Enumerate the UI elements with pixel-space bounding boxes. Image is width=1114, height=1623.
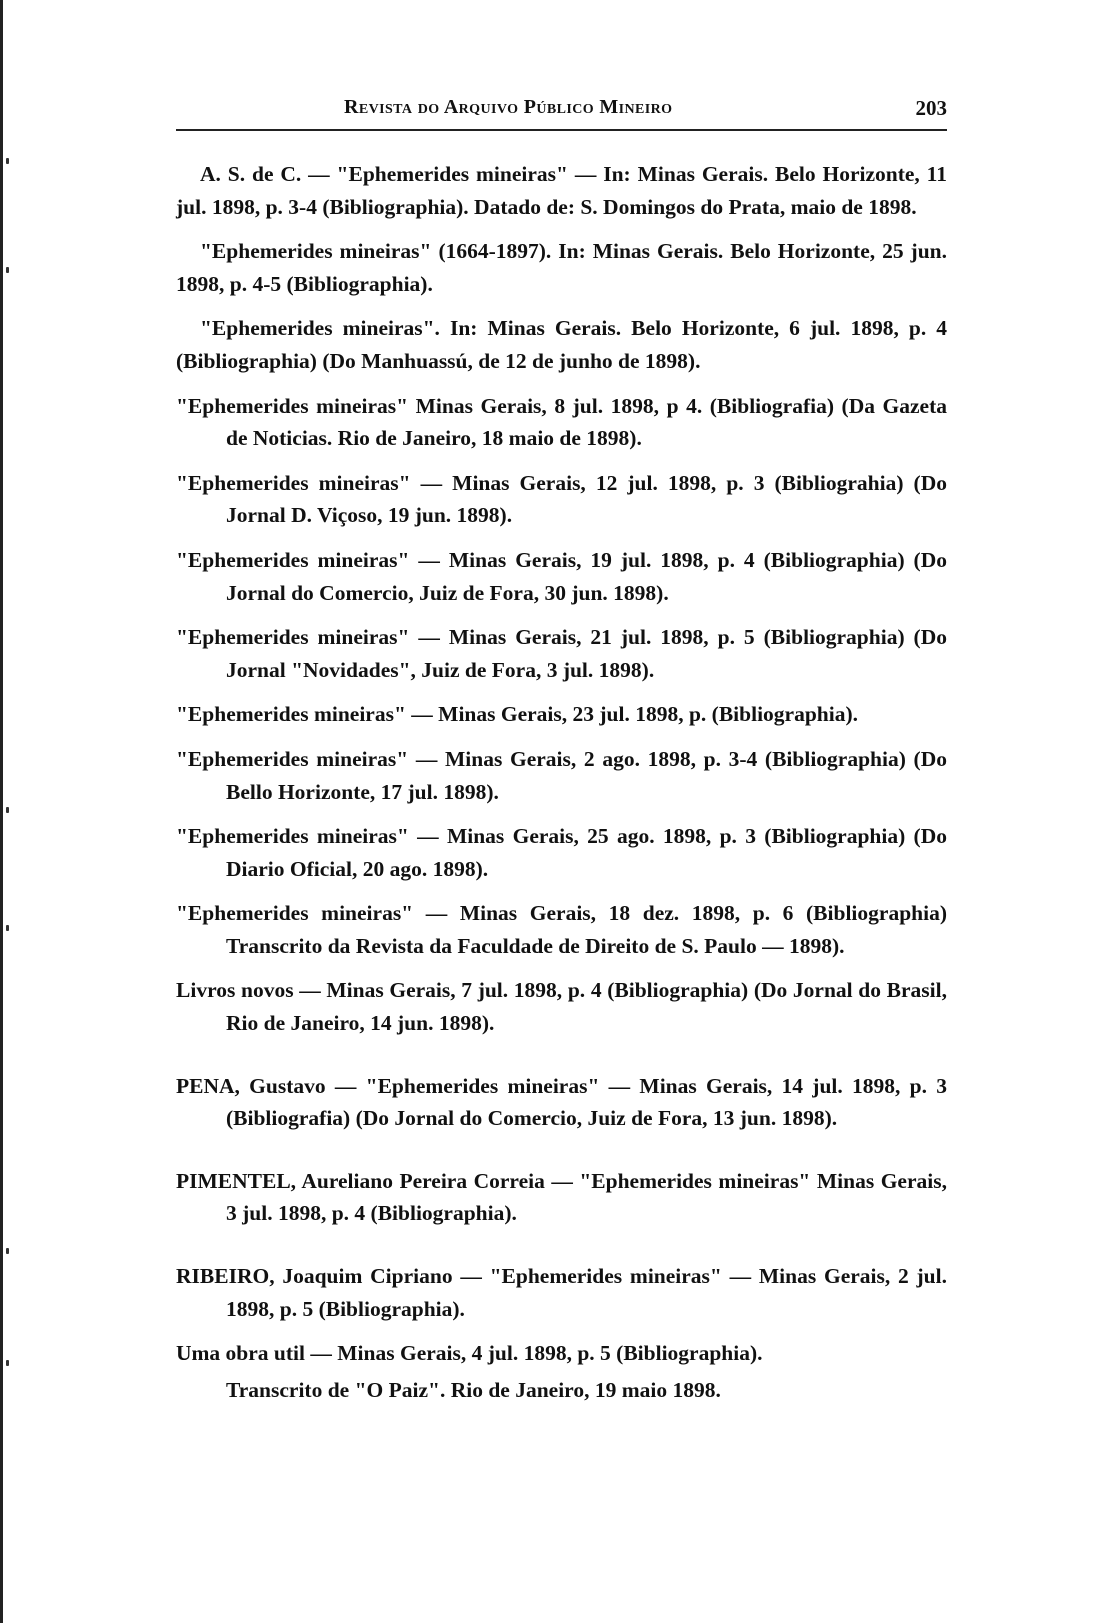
page-header — [176, 92, 947, 132]
header-rule — [176, 129, 947, 131]
bibliography-entry: "Ephemerides mineiras" — Minas Gerais, 18 dez. 1898, p. 6 (Bibliographia) Transcrito da Revista da Faculdade de Direito de S. Paulo — 1898). — [176, 901, 947, 958]
bibliography-entry: PIMENTEL, Aureliano Pereira Correia — "Ephemerides mineiras" Minas Gerais, 3 jul. 1898, p. 4 (Bibliographia). — [176, 1168, 947, 1226]
margin-mark — [6, 267, 9, 273]
running-title: Revista do Arquivo Público Mineiro — [344, 96, 673, 118]
margin-mark — [6, 1360, 9, 1366]
bibliography-entry: "Ephemerides mineiras" Minas Gerais, 8 jul. 1898, p 4. (Bibliografia) (Da Gazeta de Noticias. Rio de Janeiro, 18 maio de 1898). — [176, 393, 947, 451]
margin-mark — [6, 158, 9, 164]
page-edge-shadow — [0, 0, 3, 1623]
bibliography-entry: "Ephemerides mineiras". In: Minas Gerais. Belo Horizonte, 6 jul. 1898, p. 4 (Bibliographia) (Do Manhuassú, de 12 de junho de 1898). — [176, 316, 947, 373]
bibliography-entry: "Ephemerides mineiras" — Minas Gerais, 21 jul. 1898, p. 5 (Bibliographia) (Do Jornal "Novidades", Juiz de Fora, 3 jul. 1898). — [176, 625, 947, 682]
bibliography-entry: "Ephemerides mineiras" — Minas Gerais, 23 jul. 1898, p. (Bibliographia). — [176, 702, 859, 727]
bibliography-entry: Uma obra util — Minas Gerais, 4 jul. 1898, p. 5 (Bibliographia). — [176, 1341, 763, 1366]
bibliography-list — [176, 158, 947, 1418]
bibliography-entry: "Ephemerides mineiras" — Minas Gerais, 12 jul. 1898, p. 3 (Bibliograhia) (Do Jornal D. Viçoso, 19 jun. 1898). — [176, 470, 947, 528]
bibliography-entry: Transcrito de "O Paiz". Rio de Janeiro, 19 maio 1898. — [226, 1377, 721, 1402]
bibliography-entry: Livros novos — Minas Gerais, 7 jul. 1898, p. 4 (Bibliographia) (Do Jornal do Brasil, Rio de Janeiro, 14 jun. 1898). — [176, 978, 947, 1036]
bibliography-entry: "Ephemerides mineiras" — Minas Gerais, 2 ago. 1898, p. 3-4 (Bibliographia) (Do Bello Horizonte, 17 jul. 1898). — [176, 746, 947, 804]
margin-mark — [6, 925, 9, 931]
bibliography-entry: "Ephemerides mineiras" (1664-1897). In: Minas Gerais. Belo Horizonte, 25 jun. 1898, p. 4-5 (Bibliographia). — [176, 239, 947, 296]
bibliography-entry: RIBEIRO, Joaquim Cipriano — "Ephemerides mineiras" — Minas Gerais, 2 jul. 1898, p. 5 (Bibliographia). — [176, 1264, 947, 1321]
bibliography-entry: "Ephemerides mineiras" — Minas Gerais, 19 jul. 1898, p. 4 (Bibliographia) (Do Jornal do Comercio, Juiz de Fora, 30 jun. 1898). — [176, 547, 947, 605]
margin-mark — [6, 1248, 9, 1254]
bibliography-entry: "Ephemerides mineiras" — Minas Gerais, 25 ago. 1898, p. 3 (Bibliographia) (Do Diario Oficial, 20 ago. 1898). — [176, 824, 947, 881]
bibliography-entry: A. S. de C. — "Ephemerides mineiras" — In: Minas Gerais. Belo Horizonte, 11 jul. 1898, p. 3-4 (Bibliographia). Datado de: S. Domingos do Prata, maio de 1898. — [176, 162, 947, 219]
bibliography-entry: PENA, Gustavo — "Ephemerides mineiras" — Minas Gerais, 14 jul. 1898, p. 3 (Bibliografia) (Do Jornal do Comercio, Juiz de Fora, 13 jun. 1898). — [176, 1073, 947, 1131]
margin-mark — [6, 807, 9, 813]
page-number: 203 — [915, 96, 947, 120]
